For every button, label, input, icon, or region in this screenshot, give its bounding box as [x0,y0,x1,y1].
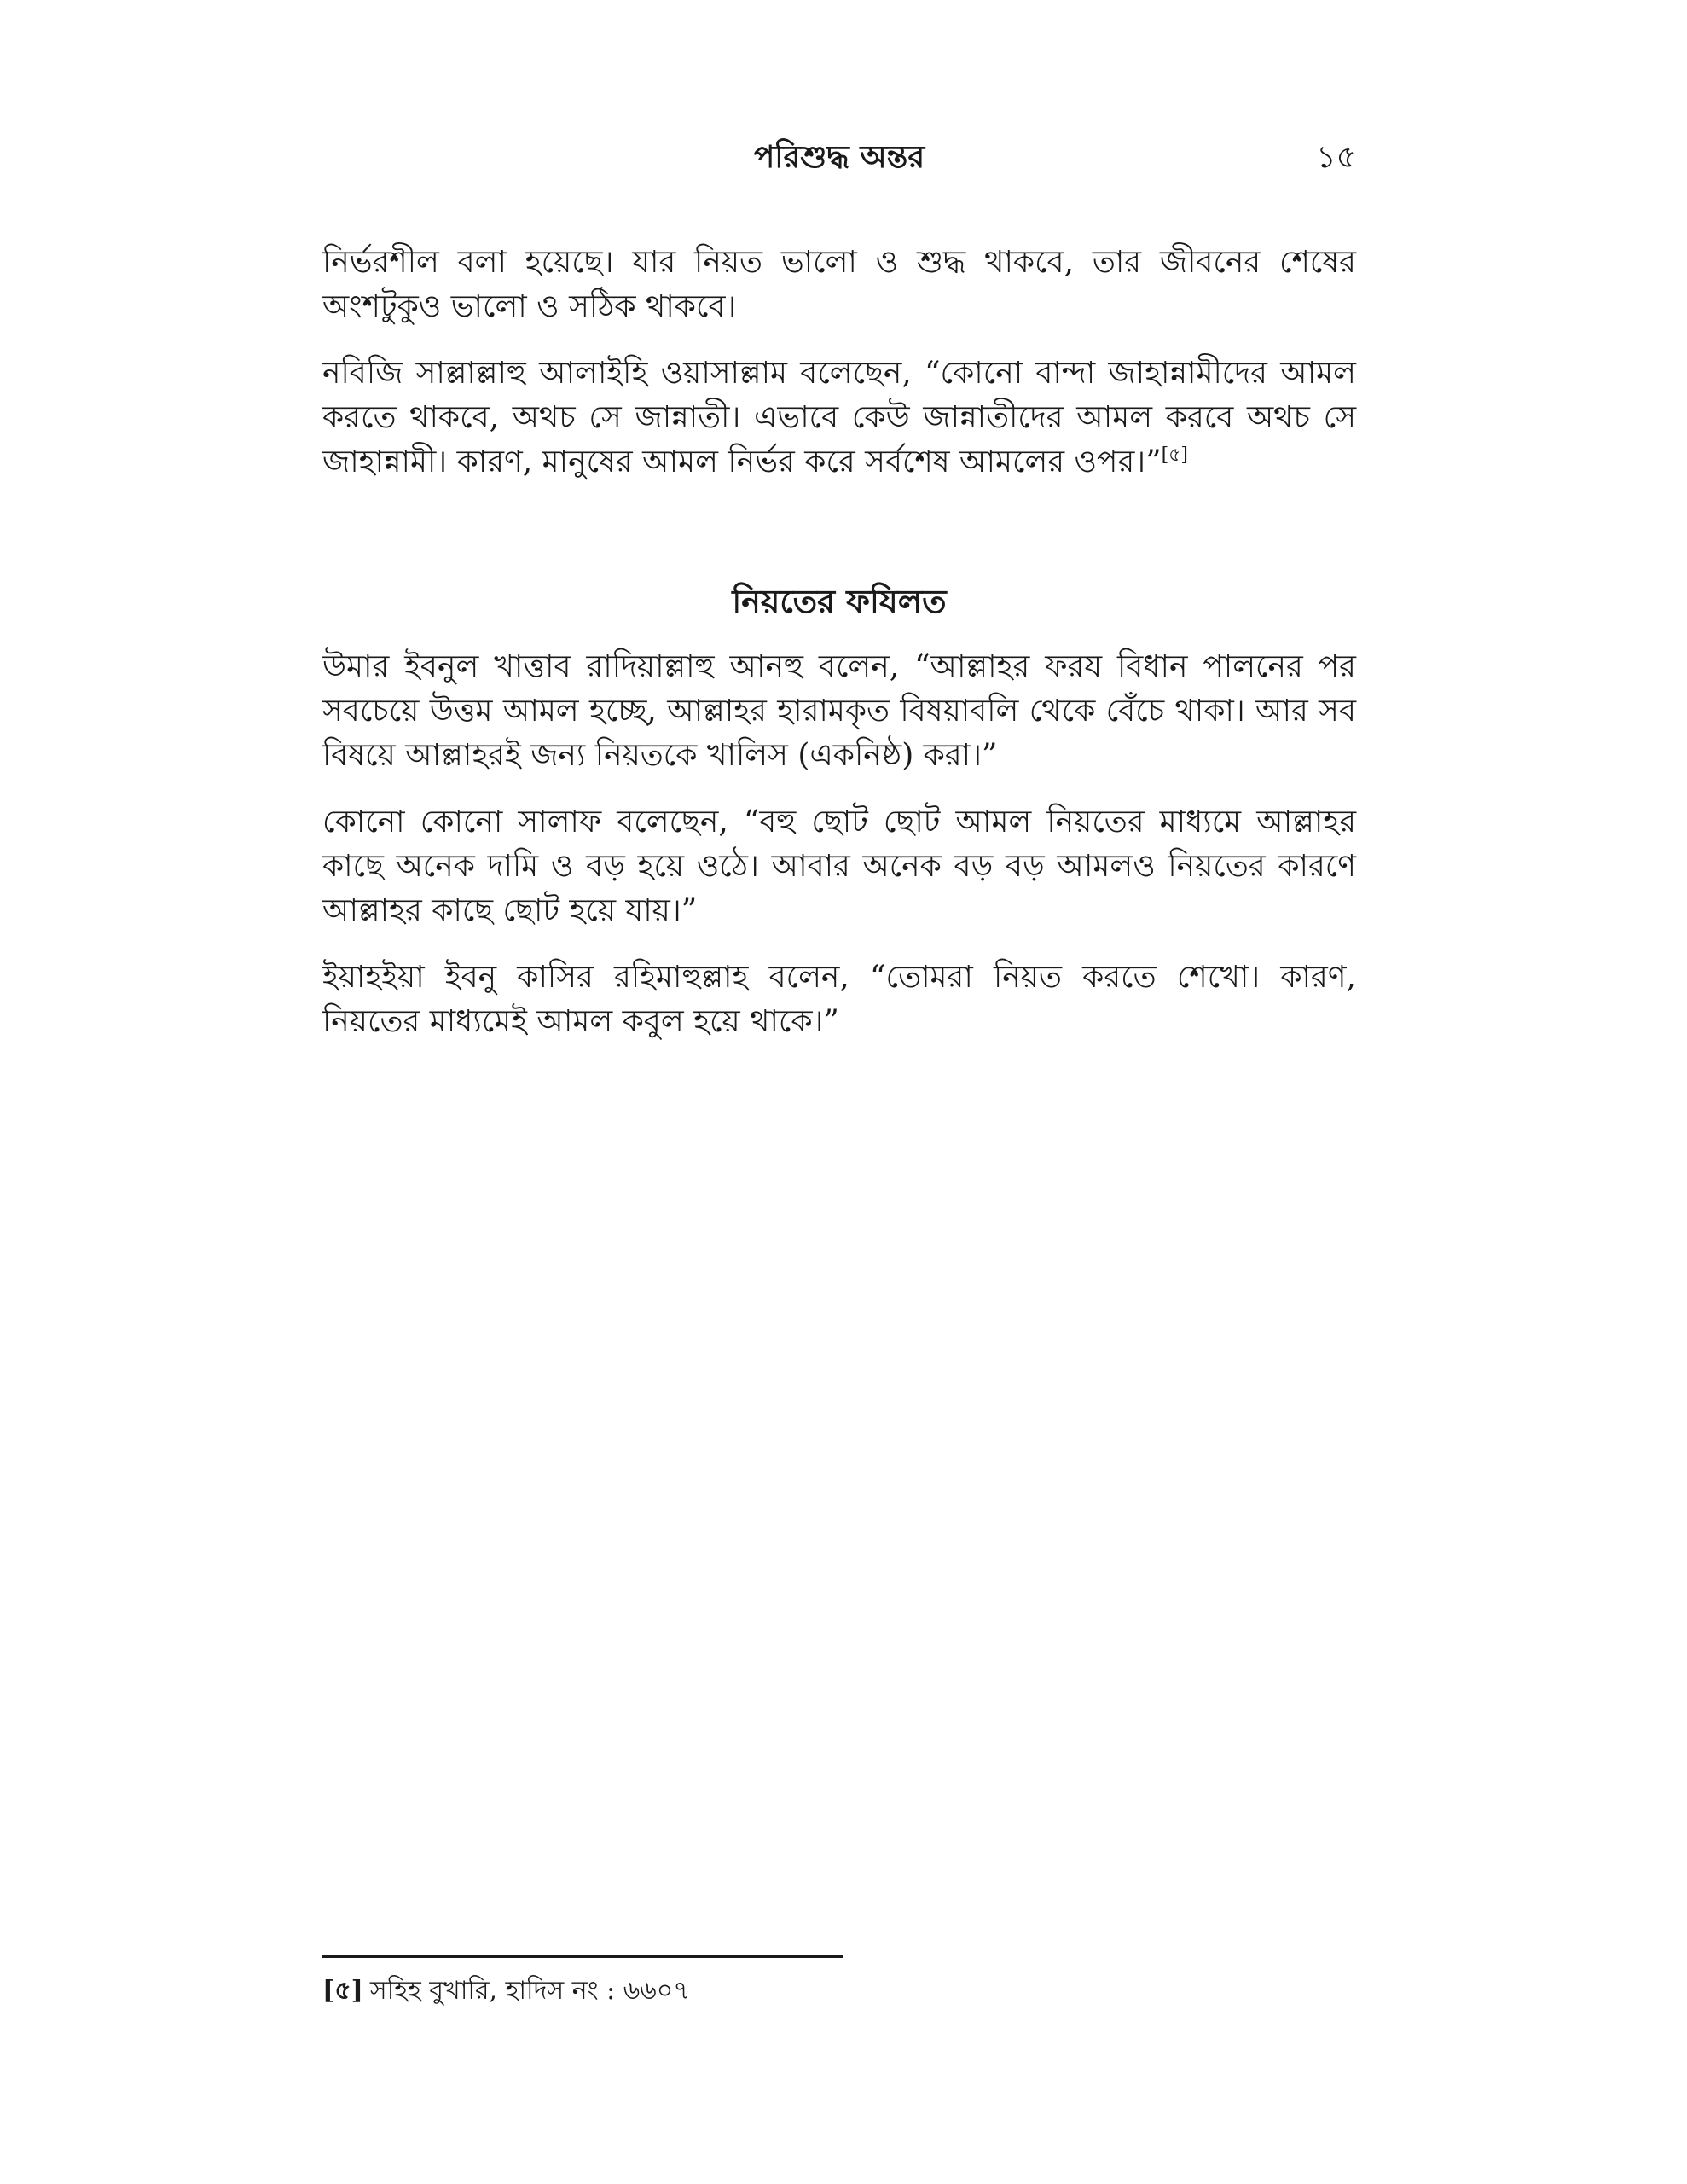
footnote [322,1972,1356,2010]
paragraph [322,645,1356,778]
section-heading: নিয়তের ফযিলত [732,583,947,620]
running-title: পরিশুদ্ধ অন্তর [753,140,925,175]
paragraph [322,956,1356,1044]
footnote-divider [322,1955,843,1958]
paragraph [322,351,1356,485]
page-number: ১৫ [1316,140,1356,175]
paragraph [322,241,1356,329]
paragraph [322,800,1356,933]
running-head [322,136,1356,188]
footnote-text: সহিহ বুখারি, হাদিস নং : ৬৬০৭ [369,1976,690,2006]
footnote-mark: [৫] [322,1976,363,2006]
footnote-reference: [৫] [1161,444,1189,466]
paragraph-text: নবিজি সাল্লাল্লাহু আলাইহি ওয়াসাল্লাম বলেছেন, “কোনো বান্দা জাহান্নামীদের আমল করতে থাকবে, অথচ সে জান্নাতী। এভাবে কেউ জান্নাতীদের আমল করবে অথচ সে জাহান্নামী। কারণ, মানুষের আমল নির্ভর করে সর্বশেষ আমলের ওপর।” [322,356,1356,479]
body-text [322,241,1356,1066]
paragraph-text: কোনো কোনো সালাফ বলেছেন, “বহু ছোট ছোট আমল নিয়তের মাধ্যমে আল্লাহর কাছে অনেক দামি ও বড় হয়ে ওঠে। আবার অনেক বড় বড় আমলও নিয়তের কারণে আল্লাহর কাছে ছোট হয়ে যায়।” [322,804,1356,928]
paragraph-text: নির্ভরশীল বলা হয়েছে। যার নিয়ত ভালো ও শুদ্ধ থাকবে, তার জীবনের শেষের অংশটুকুও ভালো ও সঠিক থাকবে। [322,245,1356,324]
paragraph-text: ইয়াহইয়া ইবনু কাসির রহিমাহুল্লাহ বলেন, “তোমরা নিয়ত করতে শেখো। কারণ, নিয়তের মাধ্যমেই আমল কবুল হয়ে থাকে।” [322,960,1356,1039]
paragraph-text: উমার ইবনুল খাত্তাব রাদিয়াল্লাহু আনহু বলেন, “আল্লাহর ফরয বিধান পালনের পর সবচেয়ে উত্তম আমল হচ্ছে, আল্লাহর হারামকৃত বিষয়াবলি থেকে বেঁচে থাকা। আর সব বিষয়ে আল্লাহরই জন্য নিয়তকে খালিস (একনিষ্ঠ) করা।” [322,649,1356,773]
